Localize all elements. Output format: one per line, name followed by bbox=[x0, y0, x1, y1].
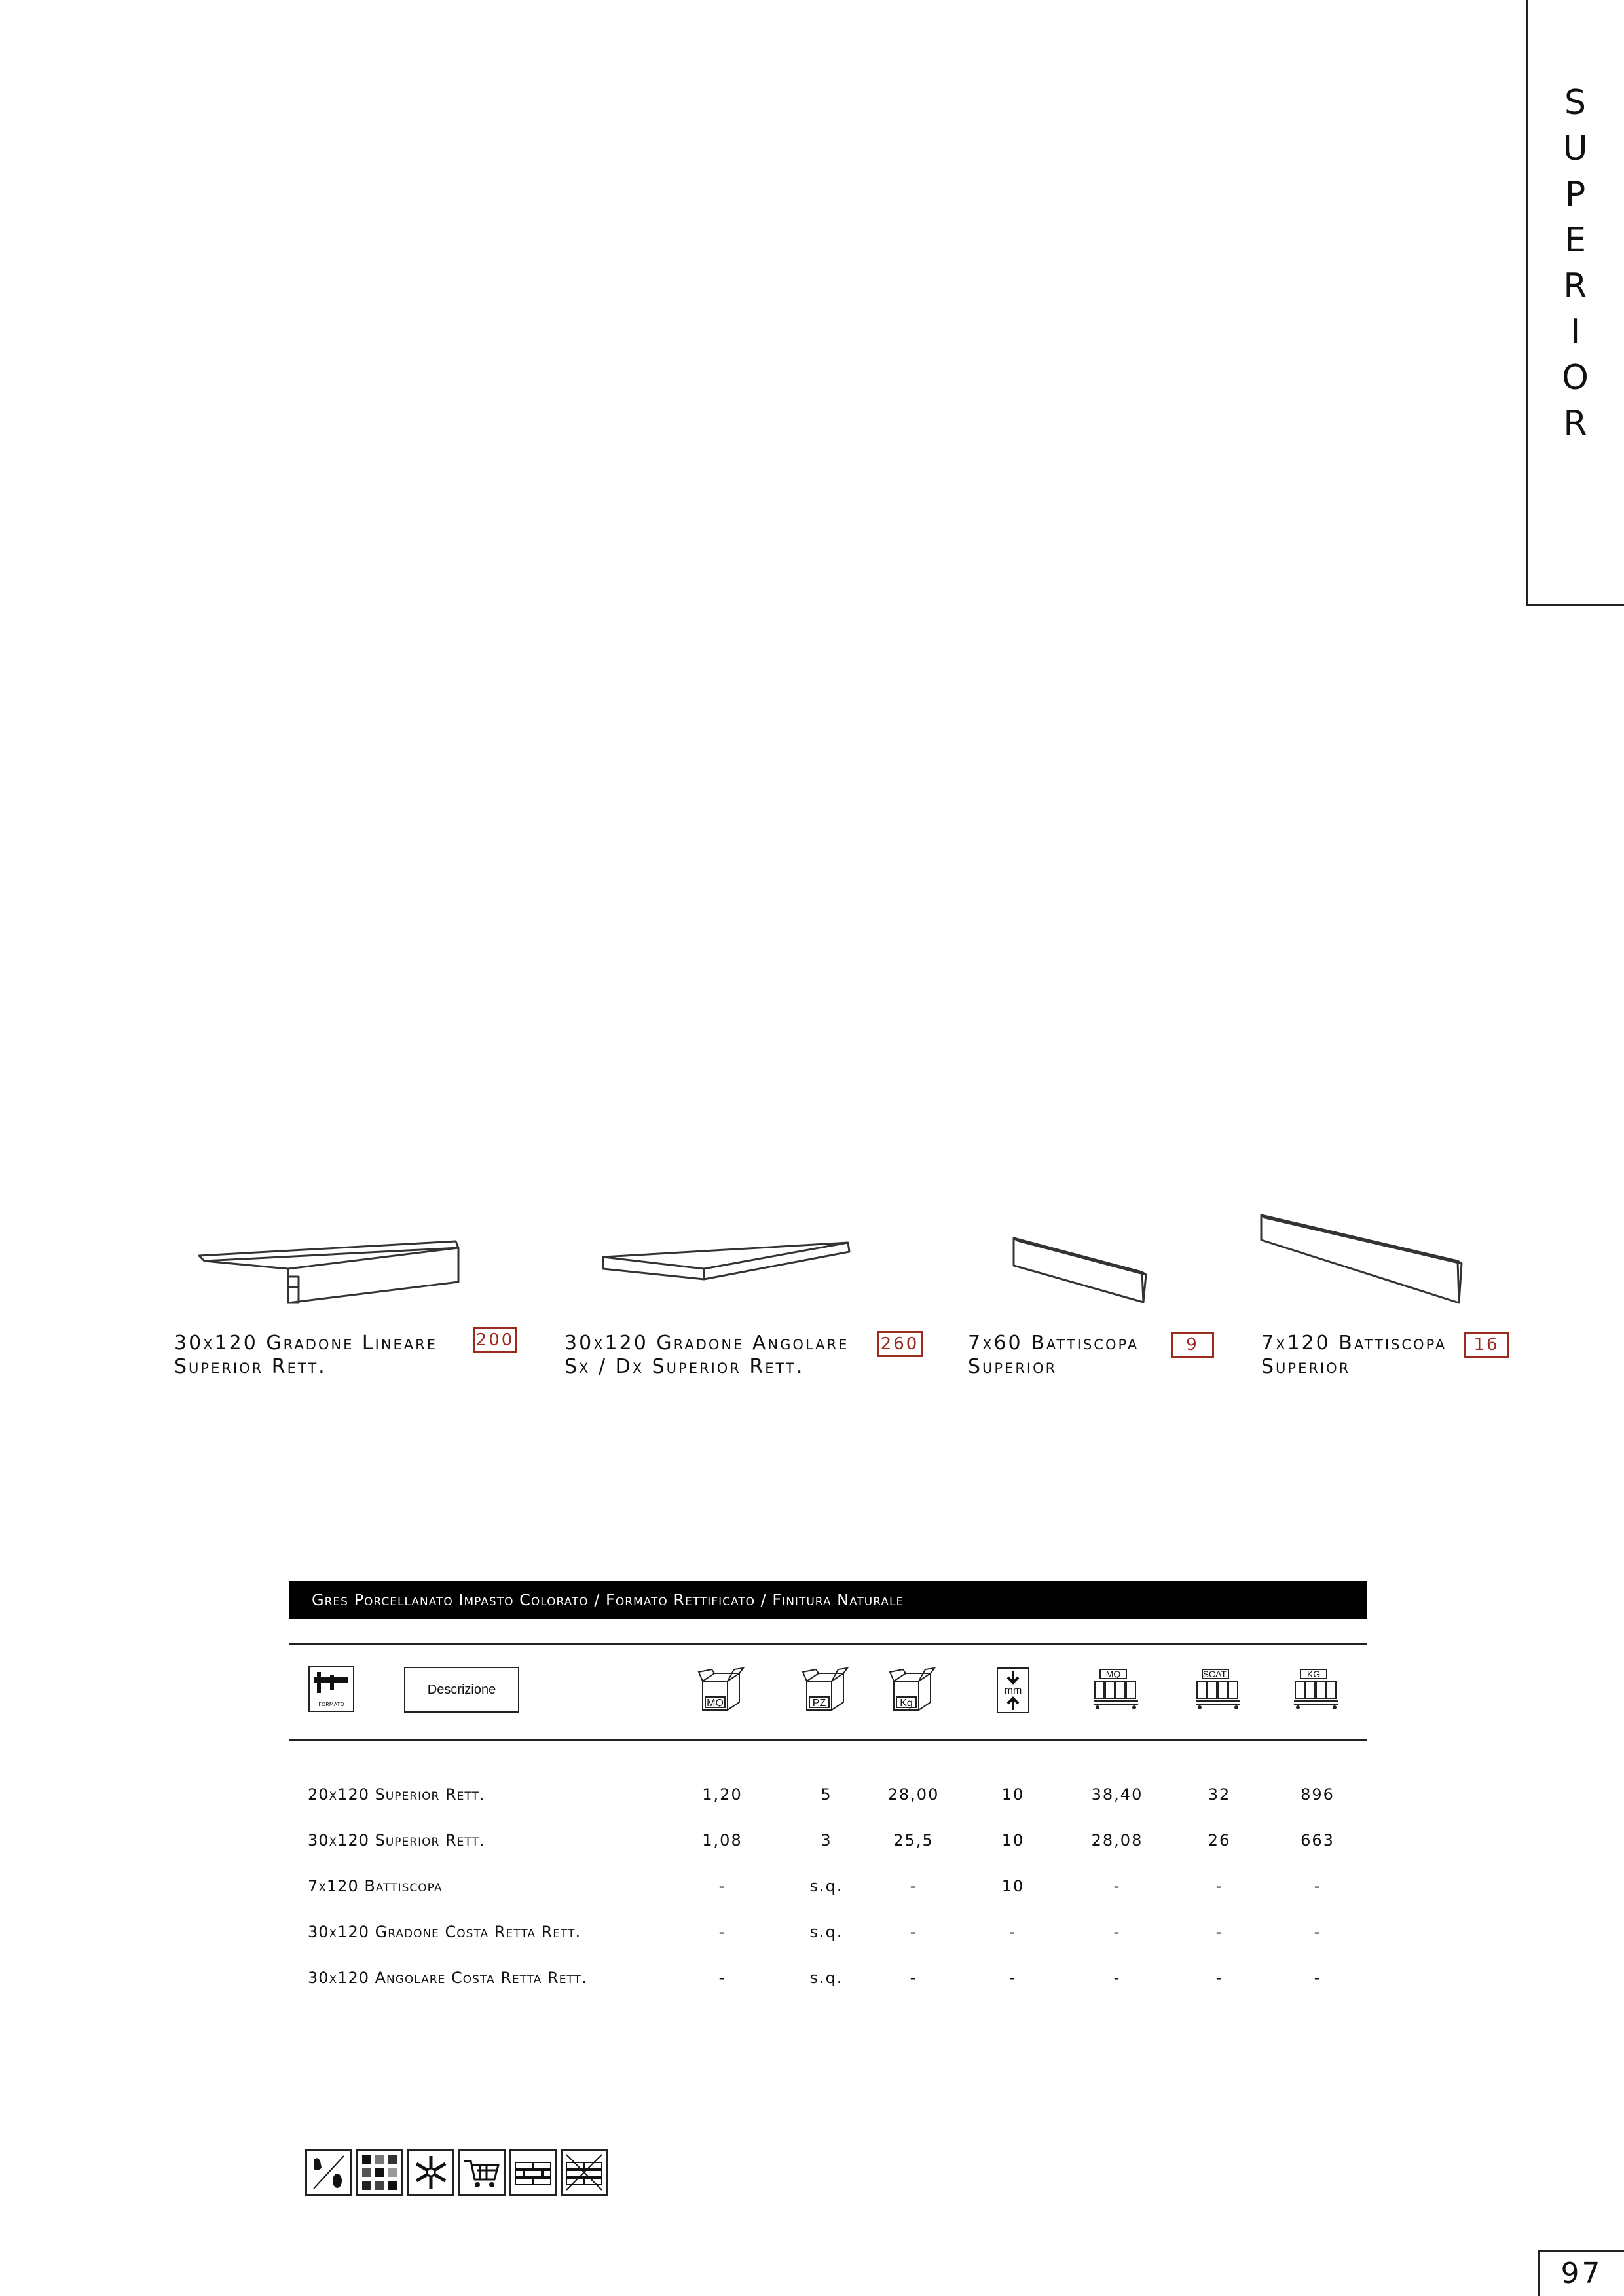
column-icon-label: MQ bbox=[707, 1698, 724, 1709]
box-icon bbox=[887, 1667, 940, 1717]
row-value: - bbox=[1314, 1969, 1321, 1987]
color-shade-icon bbox=[356, 2149, 403, 2196]
row-value: 10 bbox=[1001, 1877, 1025, 1895]
row-value: - bbox=[718, 1877, 726, 1895]
column-icon-label: SCAT. bbox=[1202, 1669, 1228, 1679]
column-icon-label: KG bbox=[1306, 1669, 1321, 1679]
row-value: - bbox=[910, 1923, 917, 1941]
row-name: 30x120 Superior Rett. bbox=[308, 1831, 485, 1850]
hand-foot-icon bbox=[305, 2149, 352, 2196]
pallet-icon bbox=[1291, 1667, 1344, 1717]
row-value: 1,08 bbox=[702, 1831, 743, 1850]
product-code-badge: 200 bbox=[473, 1327, 517, 1353]
row-value: - bbox=[1215, 1923, 1223, 1941]
row-name: 7x120 Battiscopa bbox=[308, 1877, 443, 1895]
column-icon-label: PZ bbox=[812, 1698, 826, 1709]
row-value: - bbox=[718, 1923, 726, 1941]
side-letter: E bbox=[1564, 221, 1587, 260]
side-letter: U bbox=[1562, 129, 1589, 168]
row-value: 32 bbox=[1208, 1785, 1231, 1804]
side-letter: R bbox=[1563, 266, 1589, 306]
product-name-line1: 7x60 Battiscopa bbox=[968, 1332, 1139, 1355]
side-letter: O bbox=[1562, 358, 1590, 397]
row-name: 20x120 Superior Rett. bbox=[308, 1785, 485, 1804]
side-letter: S bbox=[1564, 83, 1587, 122]
product-name-line1: 30x120 Gradone Lineare bbox=[174, 1332, 438, 1355]
row-value: 28,08 bbox=[1091, 1831, 1143, 1850]
table-rule-bottom bbox=[289, 1739, 1367, 1741]
formato-label: FORMATO bbox=[318, 1702, 344, 1707]
row-value: - bbox=[1113, 1877, 1121, 1895]
column-icon-label: MQ bbox=[1105, 1669, 1121, 1679]
product-name-line2: Sx / Dx Superior Rett. bbox=[564, 1355, 805, 1378]
thickness-icon bbox=[987, 1667, 1039, 1717]
page-number: 97 bbox=[1538, 2250, 1624, 2296]
product-code-badge: 260 bbox=[877, 1331, 923, 1357]
row-value: - bbox=[1009, 1923, 1017, 1941]
product-label bbox=[564, 1332, 849, 1379]
formato-icon bbox=[308, 1666, 355, 1715]
brick-pattern-icon bbox=[509, 2149, 557, 2196]
row-value: 26 bbox=[1208, 1831, 1231, 1850]
descrizione-label: Descrizione bbox=[404, 1667, 519, 1713]
step-corner-drawing bbox=[599, 1237, 855, 1303]
row-value: 896 bbox=[1301, 1785, 1335, 1804]
row-value: s.q. bbox=[809, 1877, 843, 1895]
column-icon-label: Kg bbox=[900, 1698, 913, 1709]
row-value: - bbox=[1113, 1923, 1121, 1941]
product-name-line2: Superior Rett. bbox=[174, 1355, 327, 1378]
row-value: - bbox=[1215, 1969, 1223, 1987]
product-name-line2: Superior bbox=[968, 1355, 1058, 1378]
skirting-long-drawing bbox=[1257, 1211, 1467, 1309]
step-linear-drawing bbox=[196, 1231, 471, 1309]
side-letter: P bbox=[1564, 175, 1587, 214]
column-icon-label: mm bbox=[1004, 1685, 1022, 1696]
box-icon bbox=[696, 1667, 748, 1717]
row-value: - bbox=[1314, 1877, 1321, 1895]
product-label bbox=[1261, 1332, 1447, 1379]
pallet-icon bbox=[1193, 1667, 1246, 1717]
skirting-short-drawing bbox=[1008, 1234, 1153, 1306]
row-value: - bbox=[1314, 1923, 1321, 1941]
row-value: s.q. bbox=[809, 1969, 843, 1987]
row-name: 30x120 Angolare Costa Retta Rett. bbox=[308, 1969, 587, 1987]
table-rule-top bbox=[289, 1643, 1367, 1645]
row-value: 10 bbox=[1001, 1831, 1025, 1850]
side-letter: I bbox=[1570, 312, 1582, 352]
side-letter: R bbox=[1563, 404, 1589, 443]
row-value: - bbox=[910, 1969, 917, 1987]
row-value: 1,20 bbox=[702, 1785, 743, 1804]
row-value: 28,00 bbox=[887, 1785, 940, 1804]
row-value: - bbox=[910, 1877, 917, 1895]
brick-crossed-icon bbox=[561, 2149, 608, 2196]
product-code-badge: 16 bbox=[1464, 1332, 1509, 1358]
row-value: - bbox=[1113, 1969, 1121, 1987]
row-value: 3 bbox=[821, 1831, 832, 1850]
product-code-badge: 9 bbox=[1171, 1332, 1214, 1358]
row-value: - bbox=[1215, 1877, 1223, 1895]
row-value: 5 bbox=[821, 1785, 832, 1804]
product-label bbox=[968, 1332, 1139, 1379]
product-label bbox=[174, 1332, 437, 1379]
row-value: - bbox=[1009, 1969, 1017, 1987]
row-value: 38,40 bbox=[1091, 1785, 1143, 1804]
row-value: 25,5 bbox=[893, 1831, 934, 1850]
row-value: 10 bbox=[1001, 1785, 1025, 1804]
product-name-line1: 7x120 Battiscopa bbox=[1261, 1332, 1447, 1355]
row-value: 663 bbox=[1301, 1831, 1335, 1850]
row-value: s.q. bbox=[809, 1923, 843, 1941]
frost-icon bbox=[407, 2149, 454, 2196]
product-name-line1: 30x120 Gradone Angolare bbox=[564, 1332, 849, 1355]
row-value: - bbox=[718, 1969, 726, 1987]
product-name-line2: Superior bbox=[1261, 1355, 1351, 1378]
box-icon bbox=[800, 1667, 853, 1717]
table-title-bar: Gres Porcellanato Impasto Colorato / Formato Rettificato / Finitura Naturale bbox=[289, 1581, 1367, 1619]
technical-icons bbox=[305, 2149, 608, 2196]
pallet-icon bbox=[1091, 1667, 1143, 1717]
cart-icon bbox=[458, 2149, 506, 2196]
row-name: 30x120 Gradone Costa Retta Rett. bbox=[308, 1923, 581, 1941]
